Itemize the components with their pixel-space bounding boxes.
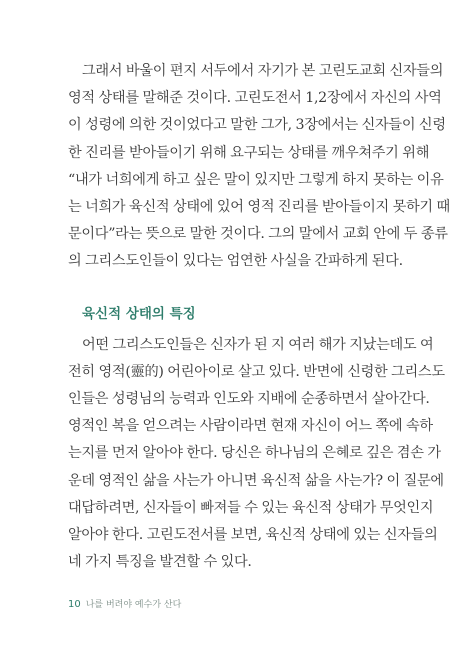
paragraph-line: 영적인 복을 얻으려는 사람이라면 현재 자신이 어느 쪽에 속하 <box>68 418 433 435</box>
section-heading: 육신적 상태의 특징 <box>82 305 196 322</box>
paragraph-line: 알아야 한다. 고린도전서를 보면, 육신적 상태에 있는 신자들의 <box>68 527 438 544</box>
paragraph-line: “내가 너희에게 하고 싶은 말이 있지만 그렇게 하지 못하는 이유 <box>68 171 444 188</box>
paragraph-line: 이 성령에 의한 것이었다고 말한 그가, 3장에서는 신자들이 신령 <box>68 117 446 134</box>
paragraph-line: 어떤 그리스도인들은 신자가 된 지 여러 해가 지났는데도 여 <box>82 336 434 353</box>
page-body <box>68 58 450 576</box>
paragraph-line: 인들은 성령님의 능력과 인도와 지배에 순종하면서 살아간다. <box>68 391 430 408</box>
paragraph-2 <box>68 332 445 577</box>
paragraph-line: 한 진리를 받아들이기 위해 요구되는 상태를 깨우쳐주기 위해 <box>68 144 430 161</box>
paragraph-line: 는지를 먼저 알아야 한다. 당신은 하나님의 은혜로 깊은 겸손 가 <box>68 445 441 462</box>
paragraph-line: 운데 영적인 삶을 사는가 아니면 육신적 삶을 사는가? 이 질문에 <box>68 472 444 489</box>
running-title: 나를 버려야 예수가 산다 <box>85 600 182 610</box>
paragraph-line: 는 너희가 육신적 상태에 있어 영적 진리를 받아들이지 못하기 때 <box>68 199 450 216</box>
paragraph-1 <box>68 58 450 276</box>
paragraph-line: 네 가지 특징을 발견할 수 있다. <box>68 554 252 571</box>
page-footer <box>68 597 181 610</box>
page-number: 10 <box>68 599 81 610</box>
paragraph-line: 문이다”라는 뜻으로 말한 것이다. 그의 말에서 교회 안에 두 종류 <box>68 226 448 243</box>
paragraph-line: 전히 영적(靈的) 어린아이로 살고 있다. 반면에 신령한 그리스도 <box>68 363 445 380</box>
paragraph-line: 의 그리스도인들이 있다는 엄연한 사실을 간파하게 된다. <box>68 253 403 270</box>
paragraph-line: 대답하려면, 신자들이 빠져들 수 있는 육신적 상태가 무엇인지 <box>68 499 434 516</box>
paragraph-line: 영적 상태를 말해준 것이다. 고린도전서 1,2장에서 자신의 사역 <box>68 90 442 107</box>
paragraph-line: 그래서 바울이 편지 서두에서 자기가 본 고린도교회 신자들의 <box>82 63 444 79</box>
